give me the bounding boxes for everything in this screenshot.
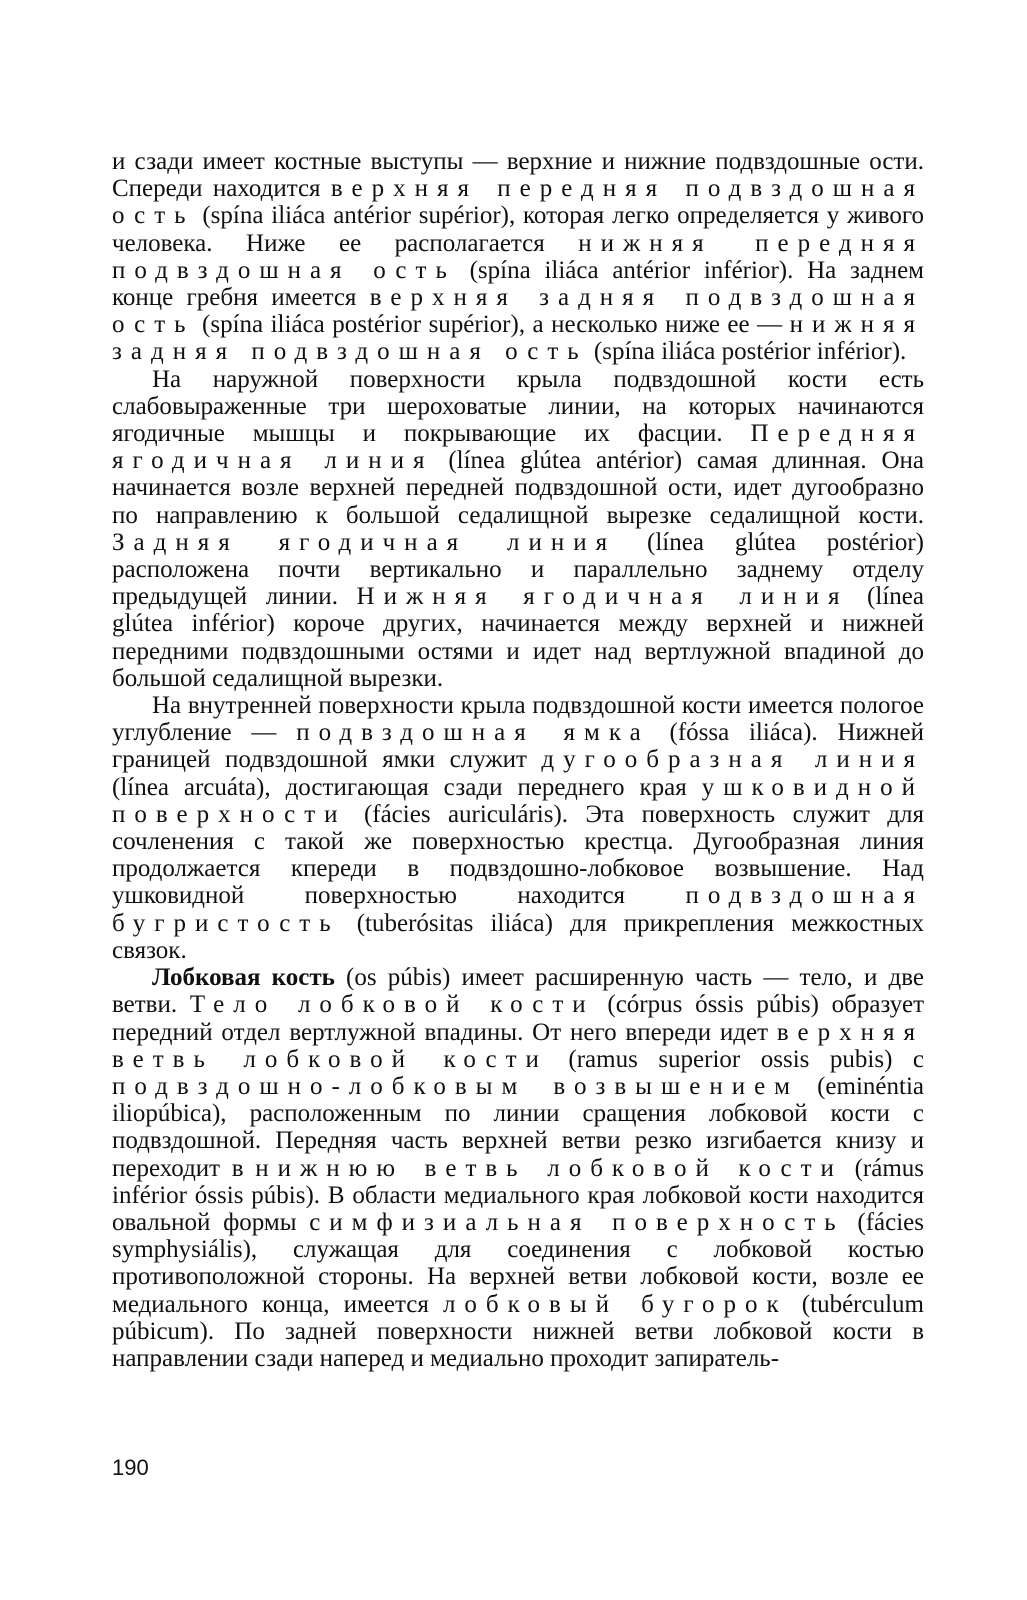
spaced-term: Тело лобковой кости: [189, 991, 595, 1019]
spaced-term: Задняя ягодичная линия: [112, 528, 617, 556]
spaced-term: симфизиальная поверхность: [309, 1208, 845, 1236]
text-run: На внутренней поверхности крыла подвздошной кости имеется пологое углубление —: [112, 692, 924, 747]
text-run: (spína iliáca postérior supérior), а несколько ниже ее —: [194, 311, 790, 339]
page-body: [112, 148, 924, 1372]
spaced-term: Нижняя ягодичная линия: [356, 583, 849, 611]
text-run: (línea glútea inférior) короче других, начинается между верхней и нижней передними подвздошными остями и идет над вертлужной впадиной до большой седалищной вырезки.: [112, 583, 924, 692]
text-run: (os púbis) имеет расширенную часть — тело, и две ветви.: [112, 964, 925, 1019]
bold-term: Лобковая кость: [152, 964, 335, 992]
spaced-term: лобковый бугорок: [442, 1290, 788, 1318]
spaced-term: нижняя задняя подвздошная ость: [112, 311, 924, 366]
text-run: (eminéntia iliopúbica), расположенным по линии сращения лобковой кости с подвздошной. Передняя часть верхней ветви резко изгибается книзу и переходит в: [112, 1072, 924, 1182]
spaced-term: дугообразная линия: [541, 746, 924, 774]
spaced-term: подвздошная бугристость: [112, 882, 924, 937]
text-run: (fóssa iliáca). Нижней границей подвздошной ямки служит: [112, 719, 925, 774]
spaced-term: Передняя ягодичная линия: [112, 420, 924, 475]
page-number: 190: [112, 1455, 149, 1480]
text-run: (rámus inférior óssis púbis). В области медиального края лобковой кости находится овальной формы: [112, 1154, 924, 1236]
text-run: (córpus óssis púbis) образует передний отдел вертлужной впадины. От него впереди идет: [112, 991, 924, 1046]
text-run: (spína iliáca antérior supérior), которая легко определяется у живого человека. Ниже ее располагается: [112, 202, 924, 257]
text-run: (ramus superior ossis pubis) с: [547, 1045, 924, 1073]
spaced-term: подвздошно-лобковым возвышением: [112, 1072, 799, 1100]
paragraph: [112, 964, 924, 1372]
text-run: (fácies symphysiális), служащая для соединения с лобковой костью противоположной стороны. На верхней ветви лобковой кости, возле ее медиального конца, имеется: [112, 1208, 924, 1318]
paragraph: [112, 692, 924, 964]
spaced-term: нижнюю ветвь лобковой кости: [255, 1154, 843, 1182]
text-run: (spína iliáca antérior inférior). На заднем конце гребня имеется: [112, 256, 924, 312]
text-run: На наружной поверхности крыла подвздошной кости есть слабовыраженные три шероховатые линии, на которых начинаются ягодичные мышцы и покрывающие их фасции.: [112, 365, 924, 448]
text-run: (tuberósitas iliáca) для прикрепления межкостных связок.: [112, 909, 924, 964]
spaced-term: подвздошная ямка: [296, 719, 650, 747]
text-run: (fácies auriculáris). Эта поверхность служит для сочленения с такой же поверхностью крестца. Дугообразная линия продолжается кпереди в подвздошно-лобковое возвышение. Над ушковидной поверхностью находится: [112, 800, 924, 910]
spaced-term: ушковидной поверхности: [112, 773, 924, 828]
text-run: (tubérculum púbicum). По задней поверхности нижней ветви лобковой кости в направлении сзади наперед и медиально проходит запиратель-: [112, 1290, 924, 1372]
text-run: (spína iliáca postérior inférior).: [587, 338, 907, 366]
spaced-term: нижняя передняя подвздошная ость: [112, 229, 925, 284]
text-run: и сзади имеет костные выступы — верхние и нижние подвздошные ости. Спереди находится: [112, 148, 924, 203]
spaced-term: верхняя передняя подвздошная ость: [112, 175, 924, 230]
text-run: (línea glútea antérior) самая длинная. Она начинается возле верхней передней подвздошной ости, идет дугообразно по направлению к большой седалищной вырезке седалищной кости.: [112, 447, 924, 529]
spaced-term: верхняя задняя подвздошная ость: [112, 284, 924, 339]
paragraph: [112, 148, 924, 366]
text-run: (línea arcuáta), достигающая сзади переднего края: [112, 773, 702, 801]
spaced-term: верхняя ветвь лобковой кости: [112, 1018, 924, 1073]
paragraph: [112, 366, 924, 692]
text-run: (línea glútea postérior) расположена почти вертикально и параллельно заднему отделу предыдущей линии.: [112, 528, 924, 611]
